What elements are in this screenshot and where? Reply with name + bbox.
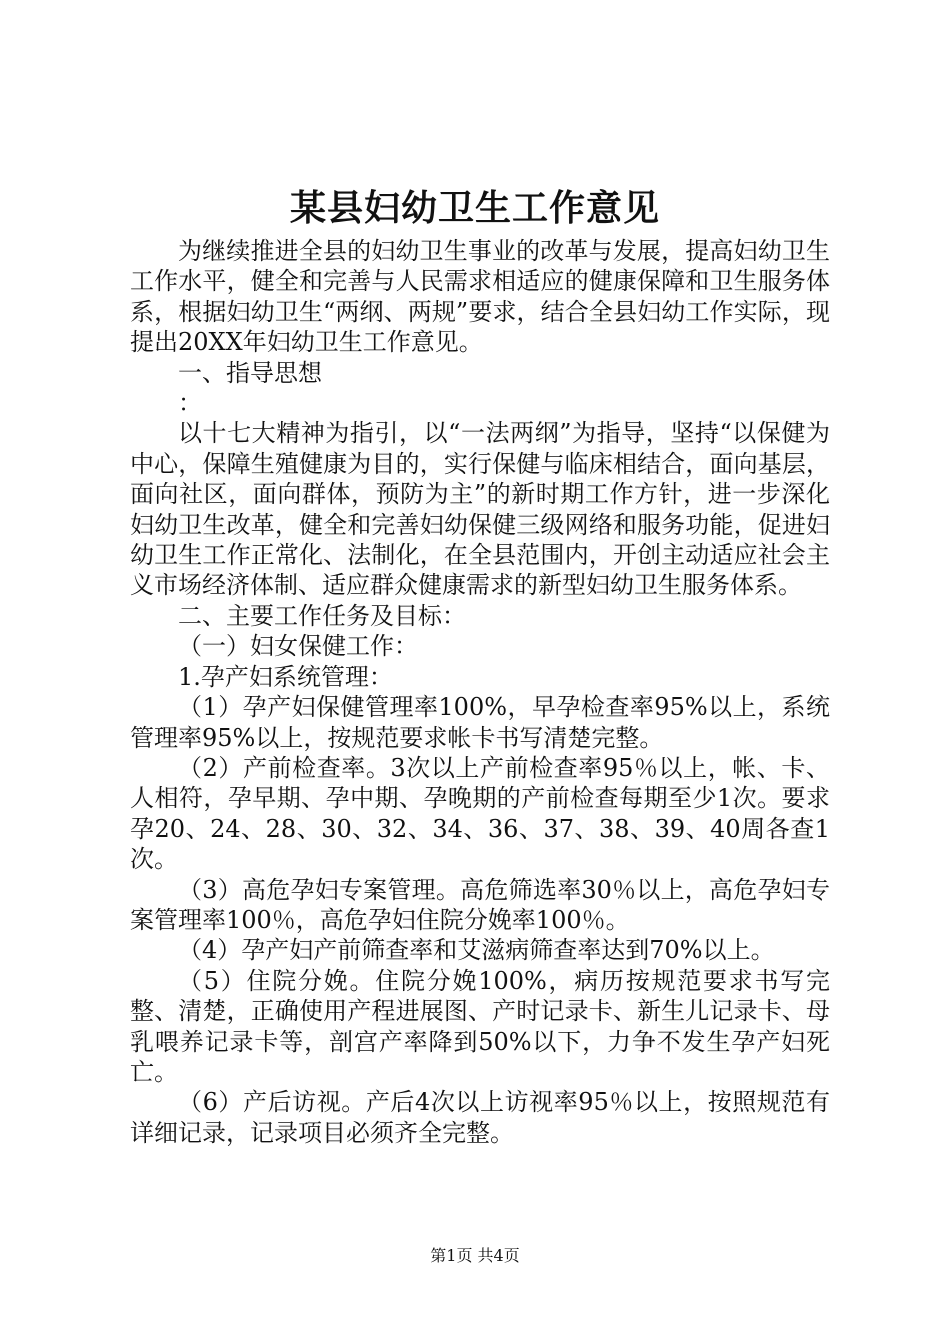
list-item-1: （1）孕产妇保健管理率100%，早孕检查率95%以上，系统管理率95%以上，按规范要求帐卡书写清楚完整。 bbox=[130, 693, 830, 752]
section-heading-main-tasks: 二、主要工作任务及目标： bbox=[178, 601, 466, 630]
subsection-heading-women-health: （一）妇女保健工作： bbox=[178, 632, 418, 661]
item-heading-maternal-management: 1.孕产妇系统管理： bbox=[178, 662, 393, 691]
document-body bbox=[130, 236, 830, 1148]
list-item-3: （3）高危孕妇专案管理。高危筛选率30％以上，高危孕妇专案管理率100％，高危孕妇住院分娩率100％。 bbox=[130, 875, 830, 934]
guiding-ideology-paragraph: 以十七大精神为指引，以“一法两纲”为指导，坚持“以保健为中心，保障生殖健康为目的，实行保健与临床相结合，面向基层，面向社区，面向群体，预防为主”的新时期工作方针，进一步深化妇幼卫生改革，健全和完善妇幼保健三级网络和服务功能，促进妇幼卫生工作正常化、法制化，在全县范围内，开创主动适应社会主义市场经济体制、适应群众健康需求的新型妇幼卫生服务体系。 bbox=[130, 419, 830, 600]
colon-line: ： bbox=[178, 389, 202, 418]
document-title: 某县妇幼卫生工作意见 bbox=[289, 187, 660, 229]
section-heading-guiding-ideology: 一、指导思想 bbox=[178, 358, 322, 387]
list-item-6: （6）产后访视。产后4次以上访视率95％以上，按照规范有详细记录，记录项目必须齐全完整。 bbox=[130, 1088, 830, 1147]
intro-paragraph: 为继续推进全县的妇幼卫生事业的改革与发展，提高妇幼卫生工作水平，健全和完善与人民需求相适应的健康保障和卫生服务体系，根据妇幼卫生“两纲、两规”要求，结合全县妇幼工作实际，现提出20XX年妇幼卫生工作意见。 bbox=[130, 237, 830, 357]
list-item-4: （4）孕产妇产前筛查率和艾滋病筛查率达到70%以上。 bbox=[178, 936, 775, 965]
page-footer: 第1页 共4页 bbox=[430, 1246, 520, 1265]
list-item-2: （2）产前检查率。3次以上产前检查率95％以上，帐、卡、人相符，孕早期、孕中期、孕晚期的产前检查每期至少1次。要求孕20、24、28、30、32、34、36、37、38、39、40周各查1次。 bbox=[130, 753, 830, 874]
list-item-5: （5）住院分娩。住院分娩100%，病历按规范要求书写完整、清楚，正确使用产程进展图、产时记录卡、新生儿记录卡、母乳喂养记录卡等，剖宫产率降到50%以下，力争不发生孕产妇死亡。 bbox=[130, 966, 830, 1086]
